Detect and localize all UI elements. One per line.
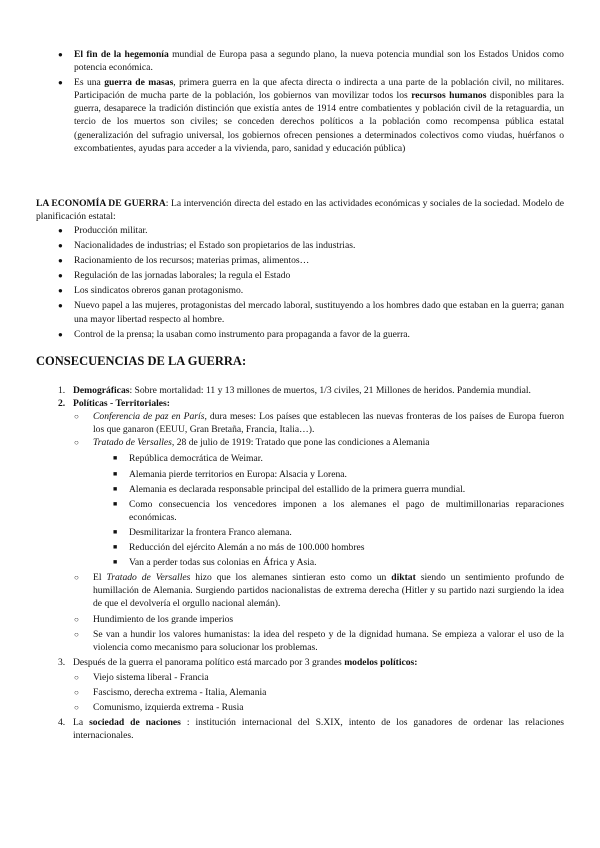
sublist-item: ○ Viejo sistema liberal - Francia xyxy=(58,671,564,684)
condition-item: ■ República democrática de Weimar. xyxy=(93,452,564,465)
condition-item: ■ Alemania pierde territorios en Europa: Alsacia y Lorena. xyxy=(93,468,564,481)
top-bullet-list xyxy=(58,48,564,155)
politicas-sublist xyxy=(58,410,564,654)
list-item: ● Los sindicatos obreros ganan protagonismo. xyxy=(58,284,564,297)
list-item: ● Regulación de las jornadas laborales; la regula el Estado xyxy=(58,269,564,282)
condition-item: ■ Van a perder todas sus colonias en África y Asia. xyxy=(93,556,564,569)
list-item: ● Racionamiento de los recursos; materias primas, alimentos… xyxy=(58,254,564,267)
sublist-item: ○ Fascismo, derecha extrema - Italia, Alemania xyxy=(58,686,564,699)
economia-paragraph: LA ECONOMÍA DE GUERRA: La intervención directa del estado en las actividades económicas y sociales de la sociedad. Modelo de planificación estatal: xyxy=(36,198,565,223)
condition-item: ■ Alemania es declarada responsable principal del estallido de la primera guerra mundial. xyxy=(93,483,564,496)
list-item: ● Nacionalidades de industrias; el Estado son propietarios de las industrias. xyxy=(58,239,564,252)
sublist-item: ○ El Tratado de Versalles hizo que los alemanes sintieran esto como un diktat siendo un sentimiento profundo de humillación de Alemania. Surgiendo partidos nacionalistas de extrema derecha (Hitler y su partido nazi surgiendo la idea de que el devolvería el orgullo nacional alemán). xyxy=(58,571,564,610)
sublist-item: ○ Se van a hundir los valores humanistas: la idea del respeto y de la dignidad humana. Se empieza a valorar el uso de la violencia como mecanismo para solucionar los problemas. xyxy=(58,628,564,654)
consecuencias-list xyxy=(58,384,564,742)
sublist-item: ○ Comunismo, izquierda extrema - Rusia xyxy=(58,701,564,714)
modelos-sublist xyxy=(58,671,564,714)
list-item-sociedad: 4. La sociedad de naciones : institución internacional del S.XIX, intento de los ganadores de ordenar las relaciones internacionales. xyxy=(58,717,564,742)
condition-item: ■ Como consecuencia los vencedores imponen a los alemanes el pago de multimillonarias reparaciones económicas. xyxy=(93,498,564,524)
versalles-conditions xyxy=(93,452,564,569)
sublist-item: ○ Hundimiento de los grande imperios xyxy=(58,613,564,626)
list-item-demograficas: 1. Demográficas: Sobre mortalidad: 11 y 13 millones de muertos, 1/3 civiles, 21 Millones de heridos. Pandemia mundial. xyxy=(58,385,531,396)
list-item: ● Es una guerra de masas, primera guerra en la que afecta directa o indirecta a una parte de la población civil, no militares. Participación de mucha parte de la población, los gobiernos van movilizar todos los recursos humanos disponibles para la guerra, desaparece la tradición distinción que existía antes de 1914 entre combatientes y población civil de la retaguardia, un tercio de los muertos son civiles; se conceden derechos políticos a la población como recompensa pública estatal (generalización del sufragio universal, los gobiernos ofrecen pensiones a determinados colectivos como viudas, huérfanos o excombatientes, ayudas para acceder a la vivienda, paro, sanidad y educación pública) xyxy=(58,76,564,155)
sublist-item: ○ Conferencia de paz en París, dura meses: Los países que establecen las nuevas fronteras de los países de Europa fueron los que ganaron (EEUU, Gran Bretaña, Francia, Italia…). xyxy=(58,410,564,436)
condition-item: ■ Reducción del ejército Alemán a no más de 100.000 hombres xyxy=(93,541,564,554)
list-item: ● El fin de la hegemonía mundial de Europa pasa a segundo plano, la nueva potencia mundial son los Estados Unidos como potencia económica. xyxy=(58,48,564,74)
list-item-politicas: 2. Políticas - Territoriales: ○ Conferencia de paz en París, dura meses: Los países que establecen las nuevas fronteras de los países de Europa fueron los que ganaron (EEUU, Gran Bretaña, Francia, Italia…). ○ Tratado de Versalles, 28 de julio de 1919: Tratado que pone las condiciones a Alemania ■ República democrática de Weimar. ■ Alemania pierde territorios en Europa: Alsacia y Lorena. ■ Alemania es declarada responsable principal del estallido de la primera guerra mundial. ■ Como consecuencia los vencedores imponen a los alemanes el pago de multimillonarias reparaciones económicas. ■ Desmilitarizar la frontera Franco alemana. ■ Reducción del ejército Alemán a no más de 100.000 hombres ■ Van a perder todas sus colonias en África y Asia. ○ El Tratado de Versalles hizo que los alemanes sintieran esto como un diktat siendo un sentimiento profundo de humillación de Alemania. Surgiendo partidos nacionalistas de extrema derecha (Hitler y su partido nazi surgiendo la idea de que el devolvería el orgullo nacional alemán). ○ Hundimiento de los grande imperios ○ Se van a hundir los valores humanistas: la idea del respeto y de la dignidad humana. Se empieza a valorar el uso de la violencia como mecanismo para solucionar los problemas. xyxy=(58,397,564,654)
list-item: ● Nuevo papel a las mujeres, protagonistas del mercado laboral, sustituyendo a los hombres dado que estaban en la guerra; ganan una mayor libertad respecto al hombre. xyxy=(58,299,564,325)
list-item: ● Control de la prensa; la usaban como instrumento para propaganda a favor de la guerra. xyxy=(58,328,564,341)
consecuencias-heading: CONSECUENCIAS DE LA GUERRA: xyxy=(36,354,247,368)
list-item-modelos: 3. Después de la guerra el panorama político está marcado por 3 grandes modelos políticos: ○ Viejo sistema liberal - Francia ○ Fascismo, derecha extrema - Italia, Alemania ○ Comunismo, izquierda extrema - Rusia xyxy=(58,656,564,714)
condition-item: ■ Desmilitarizar la frontera Franco alemana. xyxy=(93,526,564,539)
economia-heading: LA ECONOMÍA DE GUERRA xyxy=(36,198,166,209)
economia-list xyxy=(58,224,564,341)
sublist-item: ○ Tratado de Versalles, 28 de julio de 1919: Tratado que pone las condiciones a Alemania ■ República democrática de Weimar. ■ Alemania pierde territorios en Europa: Alsacia y Lorena. ■ Alemania es declarada responsable principal del estallido de la primera guerra mundial. ■ Como consecuencia los vencedores imponen a los alemanes el pago de multimillonarias reparaciones económicas. ■ Desmilitarizar la frontera Franco alemana. ■ Reducción del ejército Alemán a no más de 100.000 hombres ■ Van a perder todas sus colonias en África y Asia. xyxy=(58,436,564,569)
list-item: ● Producción militar. xyxy=(58,224,564,237)
